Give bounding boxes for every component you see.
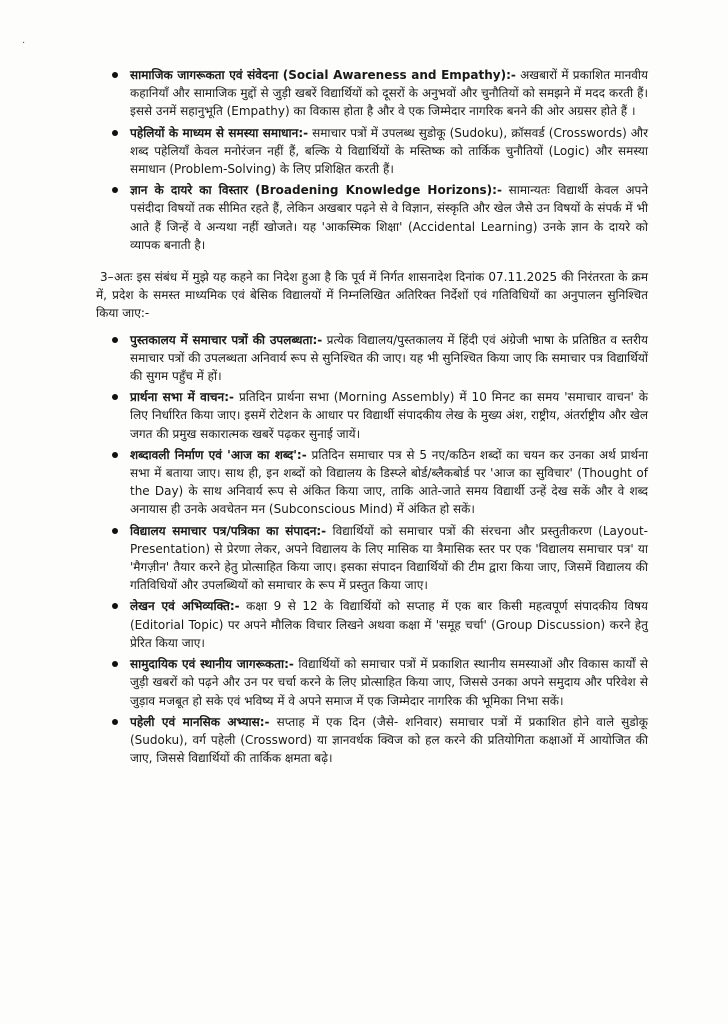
item-heading: शब्दावली निर्माण एवं 'आज का शब्द':- <box>130 447 307 462</box>
item-heading: सामुदायिक एवं स्थानीय जागरूकता:- <box>130 657 294 672</box>
item-text: कक्षा 9 से 12 के विद्यार्थियों को सप्ताह में एक बार किसी महत्वपूर्ण संपादकीय विषय (Editorial Topic) पर अपने मौलिक विचार लिखने अथवा कक्षा में 'समूह चर्चा' (Group Discussion) करने हेतु प्रेरित किया जाए। <box>130 599 648 650</box>
bullet-icon <box>112 130 118 136</box>
bullet-icon <box>112 603 118 609</box>
item-heading: सामाजिक जागरूकता एवं संवेदना (Social Awareness and Empathy):- <box>130 68 516 82</box>
bullet-icon <box>112 187 118 193</box>
list-item <box>100 522 648 595</box>
item-text: सामान्यतः विद्यार्थी केवल अपने पसंदीदा विषयों तक सीमित रहते हैं, लेकिन अखबार पढ़ने से वे विज्ञान, संस्कृति और खेल जैसे उन विषयों के संपर्क में भी आते हैं जिन्हें वे अन्यथा नहीं खोजते। यह 'आकस्मिक शिक्षा' (Accidental Learning) उनके ज्ञान के दायरे को व्यापक बनाती है। <box>130 183 649 252</box>
list-item <box>100 388 648 443</box>
item-text: सप्ताह में एक दिन (जैसे- शनिवार) समाचार पत्रों में प्रकाशित होने वाले सुडोकू (Sudoku), वर्ग पहेली (Crossword) या ज्ञानवर्धक क्विज को हल करने की प्रतियोगिता कक्षाओं में आयोजित की जाए, जिससे विद्यार्थियों की तार्किक क्षमता बढ़े। <box>130 714 648 766</box>
item-heading: पहेलियों के माध्यम से समस्या समाधान:- <box>130 125 309 140</box>
list-item <box>100 66 648 121</box>
item-heading: ज्ञान के दायरे का विस्तार (Broadening Knowledge Horizons):- <box>130 183 502 198</box>
paragraph-text <box>96 268 648 323</box>
directives-list <box>100 331 648 768</box>
item-heading: प्रार्थना सभा में वाचन:- <box>130 390 234 405</box>
bullet-icon <box>112 661 118 667</box>
bullet-icon <box>112 72 118 78</box>
item-text: प्रतिदिन प्रार्थना सभा (Morning Assembly) में 10 मिनट का समय 'समाचार वाचन' के लिए निर्धारित किया जाए। इसमें रोटेशन के आधार पर विद्यार्थी संपादकीय लेख के मुख्य अंश, राष्ट्रीय, अंतर्राष्ट्रीय और खेल जगत की प्रमुख सकारात्मक खबरें पढ़कर सुनाई जायें। <box>130 390 649 441</box>
list-item <box>100 124 648 179</box>
bullet-icon <box>112 337 118 343</box>
bullet-icon <box>112 528 118 534</box>
item-heading: लेखन एवं अभिव्यक्ति:- <box>130 599 240 614</box>
item-text: समाचार पत्रों में उपलब्ध सुडोकू (Sudoku), क्रॉसवर्ड (Crosswords) और शब्द पहेलियाँ केवल मनोरंजन नहीं हैं, बल्कि ये विद्यार्थियों के मस्तिष्क को तार्किक चुनौतियों (Logic) और समस्या समाधान (Problem-Solving) के लिए प्रशिक्षित करती हैं। <box>130 125 648 177</box>
bullet-icon <box>112 452 118 458</box>
item-heading: विद्यालय समाचार पत्र/पत्रिका का संपादन:- <box>130 523 327 538</box>
list-item <box>100 655 648 710</box>
item-text: विद्यार्थियों को समाचार पत्रों की संरचना और प्रस्तुतीकरण (Layout-Presentation) से प्रेरणा लेकर, अपने विद्यालय के लिए मासिक या त्रैमासिक स्तर पर एक 'विद्यालय समाचार पत्र' या 'मैगज़ीन' तैयार करने हेतु प्रोत्साहित किया जाए। इसका संपादन विद्यार्थियों की टीम द्वारा किया जाए, जिसमें विद्यालय की गतिविधियों और उपलब्धियों को समाचार के रूप में प्रस्तुत किया जाए। <box>130 523 648 593</box>
item-text: अखबारों में प्रकाशित मानवीय कहानियाँ और सामाजिक मुद्दों से जुड़ी खबरें विद्यार्थियों को दूसरों के अनुभवों और चुनौतियों को समझने में मदद करती हैं। इससे उनमें सहानुभूति (Empathy) का विकास होता है और वे एक जिम्मेदार नागरिक बनने की ओर अग्रसर होते हैं । <box>130 68 648 119</box>
bullet-icon <box>112 394 118 400</box>
list-item <box>100 331 648 386</box>
item-text: विद्यार्थियों को समाचार पत्रों में प्रकाशित स्थानीय समस्याओं और विकास कार्यों से जुड़ी खबरों को पढ़ने और उन पर चर्चा करने के लिए प्रोत्साहित किया जाए, जिससे उनका अपने समुदाय और परिवेश से जुड़ाव मजबूत हो सके एवं भविष्य में वे अपने समाज में एक जिम्मेदार नागरिक की भूमिका निभा सकें। <box>130 657 648 708</box>
item-text: प्रतिदिन समाचार पत्र से 5 नए/कठिन शब्दों का चयन कर उनका अर्थ प्रार्थना सभा में बताया जाए। साथ ही, इन शब्दों को विद्यालय के डिस्प्ले बोर्ड/ब्लैकबोर्ड पर 'आज का सुविचार' (Thought of the Day) के साथ अनिवार्य रूप से अंकित किया जाए, ताकि आते-जाते समय विद्यार्थी उन्हें देख सकें और वे शब्द अनायास ही उनके अवचेतन मन (Subconscious Mind) में अंकित हो सकें। <box>130 447 648 517</box>
list-item <box>100 597 648 652</box>
corner-mark: · <box>22 38 26 49</box>
item-heading: पहेली एवं मानसिक अभ्यास:- <box>130 714 270 729</box>
list-item <box>100 713 648 768</box>
list-item <box>100 446 648 519</box>
paragraph-body: अतः इस संबंध में मुझे यह कहने का निदेश हुआ है कि पूर्व में निर्गत शासनादेश दिनांक 07.11.2025 की निरंतरता के क्रम में, प्रदेश के समस्त माध्यमिक एवं बेसिक विद्यालयों में निम्नलिखित अतिरिक्त निर्देशों एवं गतिविधियों का अनुपालन सुनिश्चित किया जाए:- <box>96 270 648 321</box>
item-text: प्रत्येक विद्यालय/पुस्तकालय में हिंदी एवं अंग्रेजी भाषा के प्रतिष्ठित व स्तरीय समाचार पत्रों की उपलब्धता अनिवार्य रूप से सुनिश्चित की जाए। यह भी सुनिश्चित किया जाए कि समाचार पत्र विद्यार्थियों की सुगम पहुँच में हों। <box>130 332 648 384</box>
paragraph-number: 3– <box>100 270 114 285</box>
item-heading: पुस्तकालय में समाचार पत्रों की उपलब्धता:- <box>130 332 323 347</box>
list-item <box>100 181 648 254</box>
bullet-icon <box>112 719 118 725</box>
top-bullet-list <box>100 66 648 254</box>
numbered-paragraph <box>96 268 648 323</box>
document-body <box>96 66 649 770</box>
